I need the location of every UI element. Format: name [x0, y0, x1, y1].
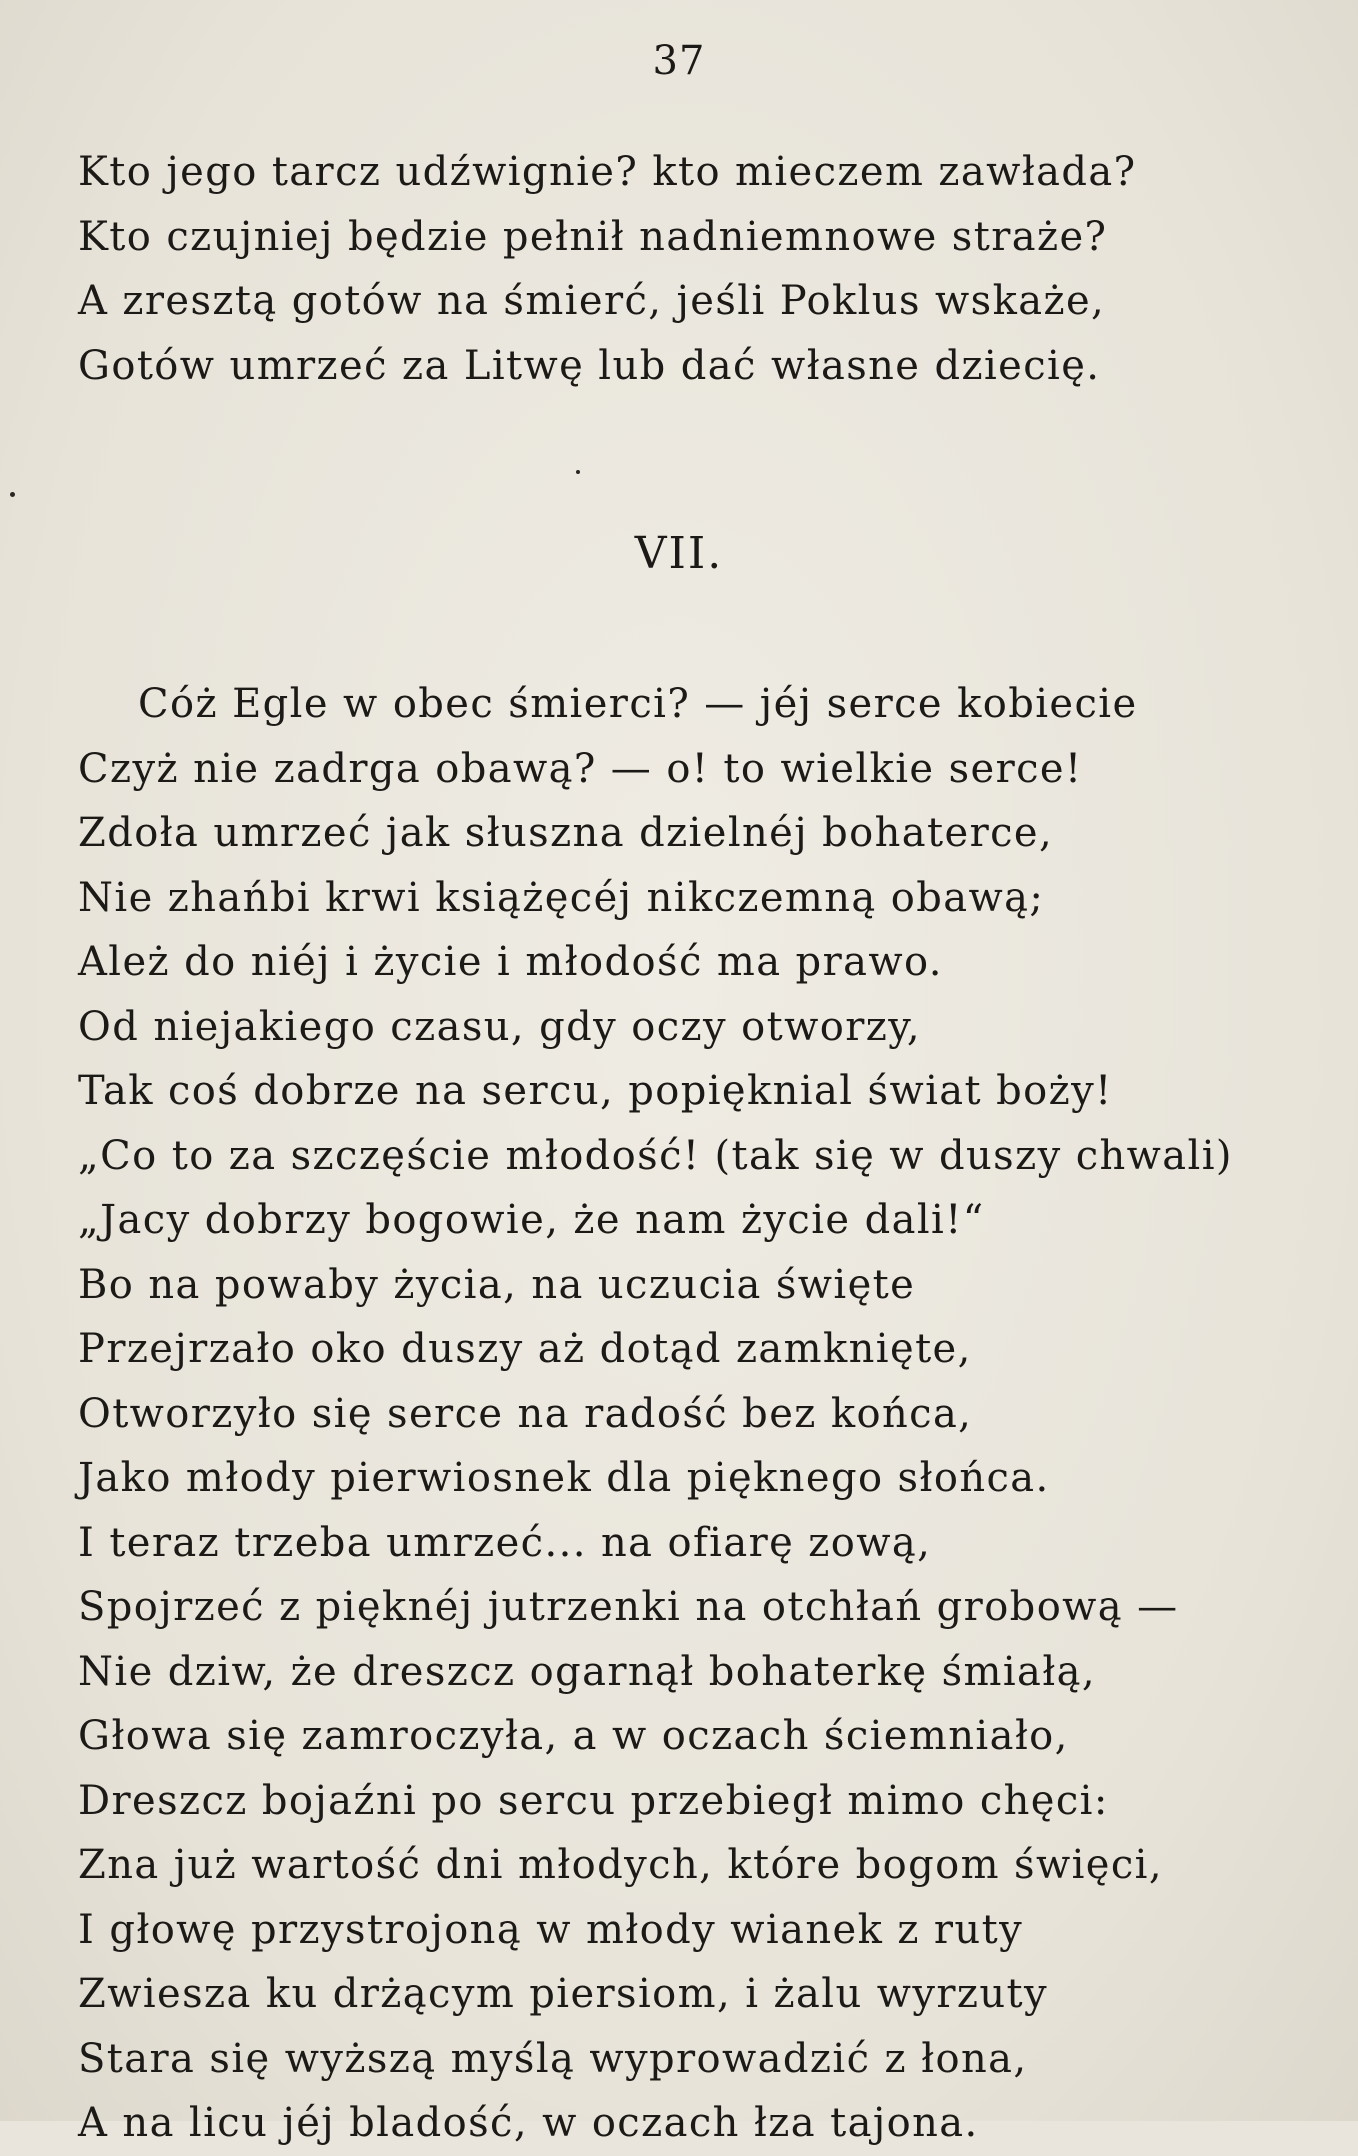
stanza-vi-ending — [0, 140, 1137, 398]
verse-line: „Jacy dobrzy bogowie, że nam życie dali!“ — [78, 1197, 985, 1243]
verse-line: Gotów umrzeć za Litwę lub dać własne dziecię. — [78, 342, 1101, 389]
verse-line: Bo na powaby życia, na uczucia święte — [78, 1261, 916, 1308]
verse-line: Stara się wyższą myślą wyprowadzić z łona, — [78, 2035, 1028, 2082]
ink-speck — [10, 492, 15, 497]
section-heading: VII. — [634, 528, 724, 579]
verse-line: Jako młody pierwiosnek dla pięknego słońca. — [78, 1455, 1050, 1501]
verse-line: Zdoła umrzeć jak słuszna dzielnéj bohaterce, — [78, 810, 1054, 856]
verse-line: Cóż Egle w obec śmierci? — jéj serce kobiecie — [138, 681, 1138, 727]
verse-line: Dreszcz bojaźni po sercu przebiegł mimo chęci: — [78, 1777, 1109, 1824]
verse-line: Nie zhańbi krwi książęcéj nikczemną obawą; — [78, 874, 1045, 921]
verse-line: Kto jego tarcz udźwignie? kto mieczem zawłada? — [78, 149, 1137, 195]
verse-line: Nie dziw, że dreszcz ogarnął bohaterkę śmiałą, — [78, 1648, 1096, 1695]
verse-line: Tak coś dobrze na sercu, popięknial świat boży! — [78, 1068, 1113, 1114]
ink-speck — [576, 470, 580, 474]
verse-line: „Co to za szczęście młodość! (tak się w duszy chwali) — [78, 1132, 1233, 1179]
verse-line: Od niejakiego czasu, gdy oczy otworzy, — [78, 1003, 922, 1050]
verse-line: I głowę przystrojoną w młody wianek z ruty — [78, 1906, 1024, 1953]
verse-line: A zresztą gotów na śmierć, jeśli Poklus wskaże, — [78, 278, 1106, 324]
verse-line: Przejrzało oko duszy aż dotąd zamknięte, — [78, 1326, 972, 1372]
verse-line: Zwiesza ku drżącym piersiom, i żalu wyrzuty — [78, 1971, 1048, 2017]
verse-line: Ależ do niéj i życie i młodość ma prawo. — [78, 939, 943, 985]
verse-line: Czyż nie zadrga obawą? — o! to wielkie serce! — [78, 745, 1083, 792]
verse-line: Głowa się zamroczyła, a w oczach ściemniało, — [78, 1713, 1069, 1759]
verse-line: Kto czujniej będzie pełnił nadniemnowe straże? — [78, 213, 1108, 260]
verse-line: Spojrzeć z pięknéj jutrzenki na otchłań grobową — — [78, 1584, 1179, 1630]
verse-line: A na licu jéj bladość, w oczach łza tajona. — [78, 2100, 979, 2146]
page-number: 37 — [652, 38, 706, 84]
verse-line: Zna już wartość dni młodych, które bogom święci, — [78, 1842, 1163, 1888]
stanza-vii — [0, 672, 1233, 2156]
verse-line: Otworzyło się serce na radość bez końca, — [78, 1390, 973, 1437]
verse-line: I teraz trzeba umrzeć... na ofiarę zową, — [78, 1519, 932, 1566]
